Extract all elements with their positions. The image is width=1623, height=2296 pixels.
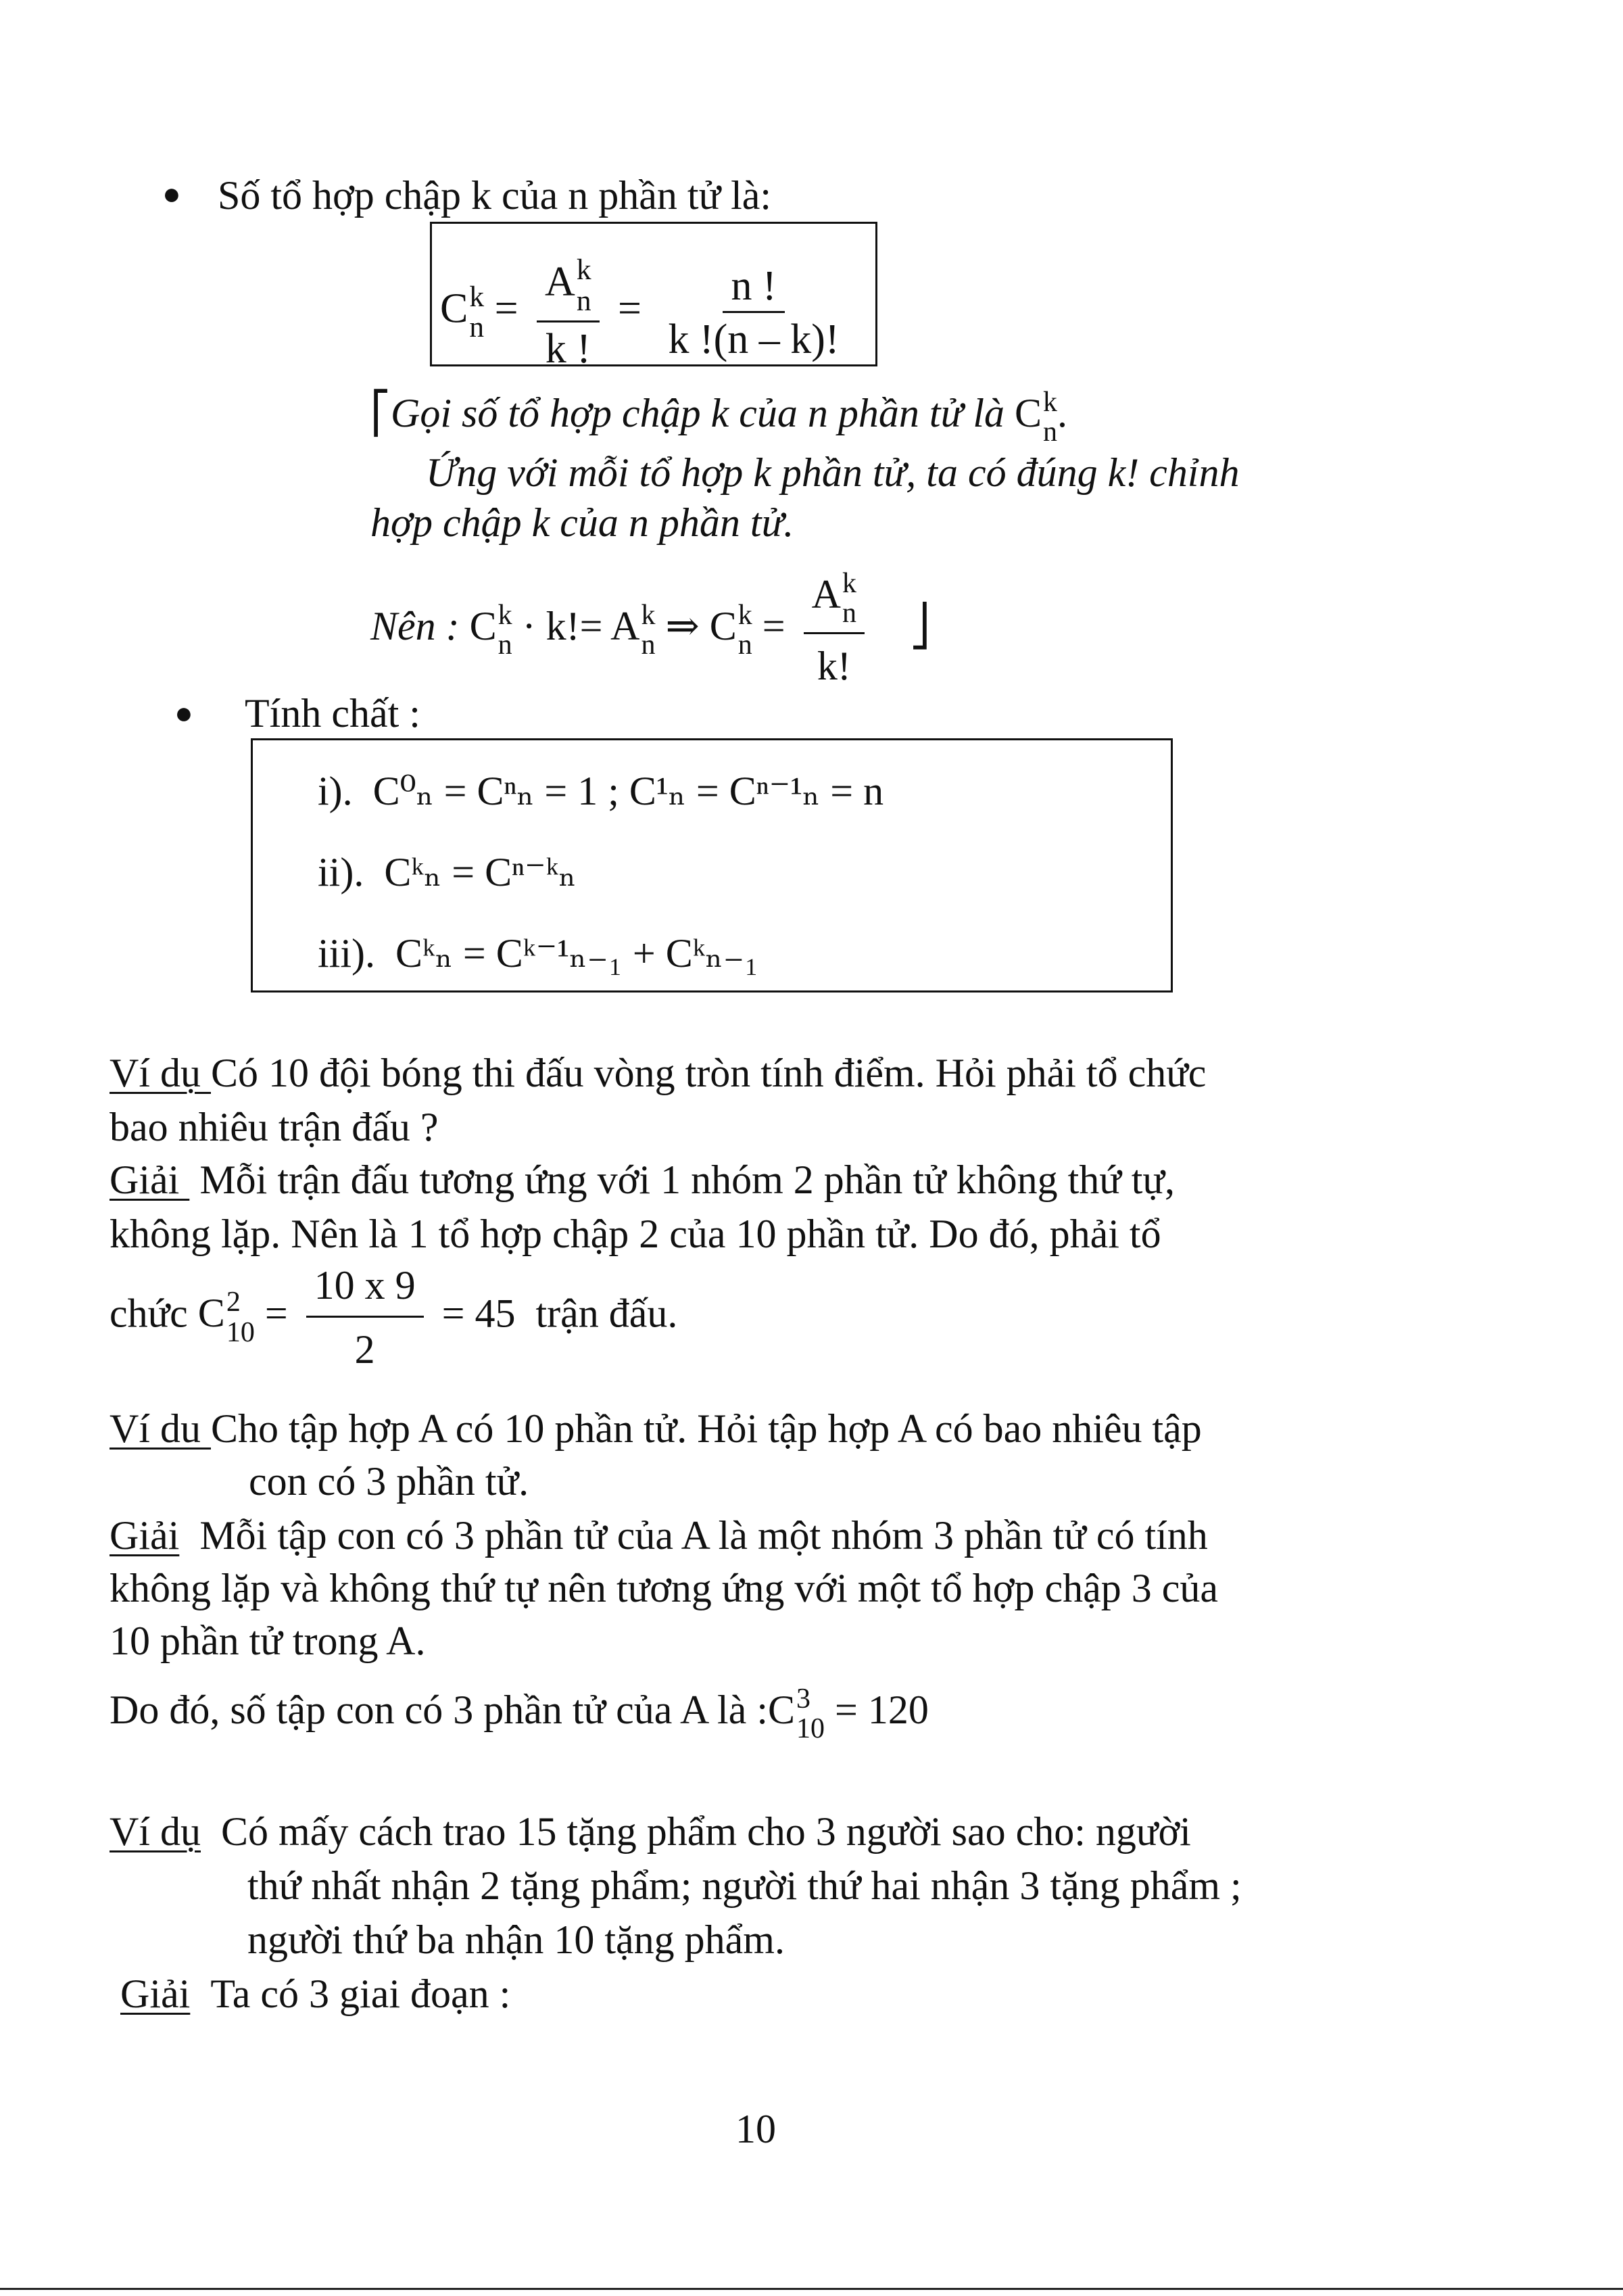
proof-line-1: ⎡Gọi số tổ hợp chập k của n phần tử là C k n . xyxy=(370,387,1068,448)
example3-line-1: Ví dụ Có mấy cách trao 15 tặng phẩm cho 3 người sao cho: người xyxy=(110,1809,1191,1854)
proof-symbol-c: C k n . xyxy=(1015,387,1068,448)
example1-label: Ví dụ xyxy=(110,1051,211,1095)
example1-line-1: Ví dụ Có 10 đội bóng thi đấu vòng tròn tính điểm. Hỏi phải tổ chức xyxy=(110,1051,1207,1095)
property-1: i). C⁰ₙ = Cⁿₙ = 1 ; C¹ₙ = Cⁿ⁻¹ₙ = n xyxy=(318,769,884,813)
page-bottom-rule xyxy=(0,2288,1623,2290)
example1-solution-line-1: Giải Mỗi trận đấu tương ứng với 1 nhóm 2 phần tử không thứ tự, xyxy=(110,1157,1175,1202)
proof-line-4: Nên : C k n · k!= A k n ⇒ C k n = A k n k! ⎦ xyxy=(370,568,930,689)
example2-solution-line-3: 10 phần tử trong A. xyxy=(110,1619,426,1663)
example3-label: Ví dụ xyxy=(110,1809,201,1854)
property-2: ii). Cᵏₙ = Cⁿ⁻ᵏₙ xyxy=(318,850,577,894)
example2-solution-line-2: không lặp và không thứ tự nên tương ứng với một tổ hợp chập 3 của xyxy=(110,1566,1219,1610)
bullet-dot-2: ● xyxy=(174,696,193,730)
example2-solution-line-1: Giải Mỗi tập con có 3 phần tử của A là một nhóm 3 phần tử có tính xyxy=(110,1513,1208,1558)
properties-box xyxy=(251,738,1173,992)
bullet-properties: Tính chất : xyxy=(245,691,420,736)
example3-line-3: người thứ ba nhận 10 tặng phẩm. xyxy=(247,1917,785,1962)
page-number: 10 xyxy=(735,2107,776,2151)
fraction-factorial-form: $\frac{n !}{k !(n - k)!}$ xyxy=(668,262,840,362)
bullet-combination-count: Số tổ hợp chập k của n phần tử là: xyxy=(218,173,772,218)
example3-solution-label: Giải xyxy=(120,1971,191,2016)
example1-solution-line-3: chức C 2 10 = $\frac{10 x 9}{2}$ = 45 trận đấu. xyxy=(110,1259,677,1376)
proof-open-bracket: ⎡ xyxy=(370,391,391,435)
example3-line-2: thứ nhất nhận 2 tặng phẩm; người thứ hai nhận 3 tặng phẩm ; xyxy=(247,1863,1242,1908)
proof-line-3: hợp chập k của n phần tử. xyxy=(370,500,794,545)
example1-solution-label: Giải xyxy=(110,1157,190,1202)
example2-line-2: con có 3 phần tử. xyxy=(249,1459,529,1504)
proof-line-2: Ứng với mỗi tổ hợp k phần tử, ta có đúng k! chỉnh xyxy=(426,450,1240,495)
example2-line-1: Ví du Cho tập hợp A có 10 phần tử. Hỏi tập hợp A có bao nhiêu tập xyxy=(110,1406,1202,1451)
combination-formula: C k n = A k n k ! = $\frac{n !}{k !(n - k)!}$ xyxy=(440,255,856,370)
example2-solution-label: Giải xyxy=(110,1513,180,1558)
proof-close-bracket: ⎦ xyxy=(909,603,930,648)
example2-label: Ví du xyxy=(110,1406,211,1451)
property-3: iii). Cᵏₙ = Cᵏ⁻¹ₙ₋₁ + Cᵏₙ₋₁ xyxy=(318,931,759,976)
example1-line-2: bao nhiêu trận đấu ? xyxy=(110,1105,439,1149)
example1-solution-line-2: không lặp. Nên là 1 tổ hợp chập 2 của 10 phần tử. Do đó, phải tổ xyxy=(110,1212,1161,1256)
example2-conclusion: Do đó, số tập con có 3 phần tử của A là :C 3 10 = 120 xyxy=(110,1683,929,1745)
example3-solution-line-1: Giải Ta có 3 giai đoạn : xyxy=(120,1971,511,2016)
combination-formula-box xyxy=(430,222,877,373)
bullet-dot: ● xyxy=(162,176,181,211)
fraction-arrangement-over-factorial: A k n k ! xyxy=(537,255,599,370)
